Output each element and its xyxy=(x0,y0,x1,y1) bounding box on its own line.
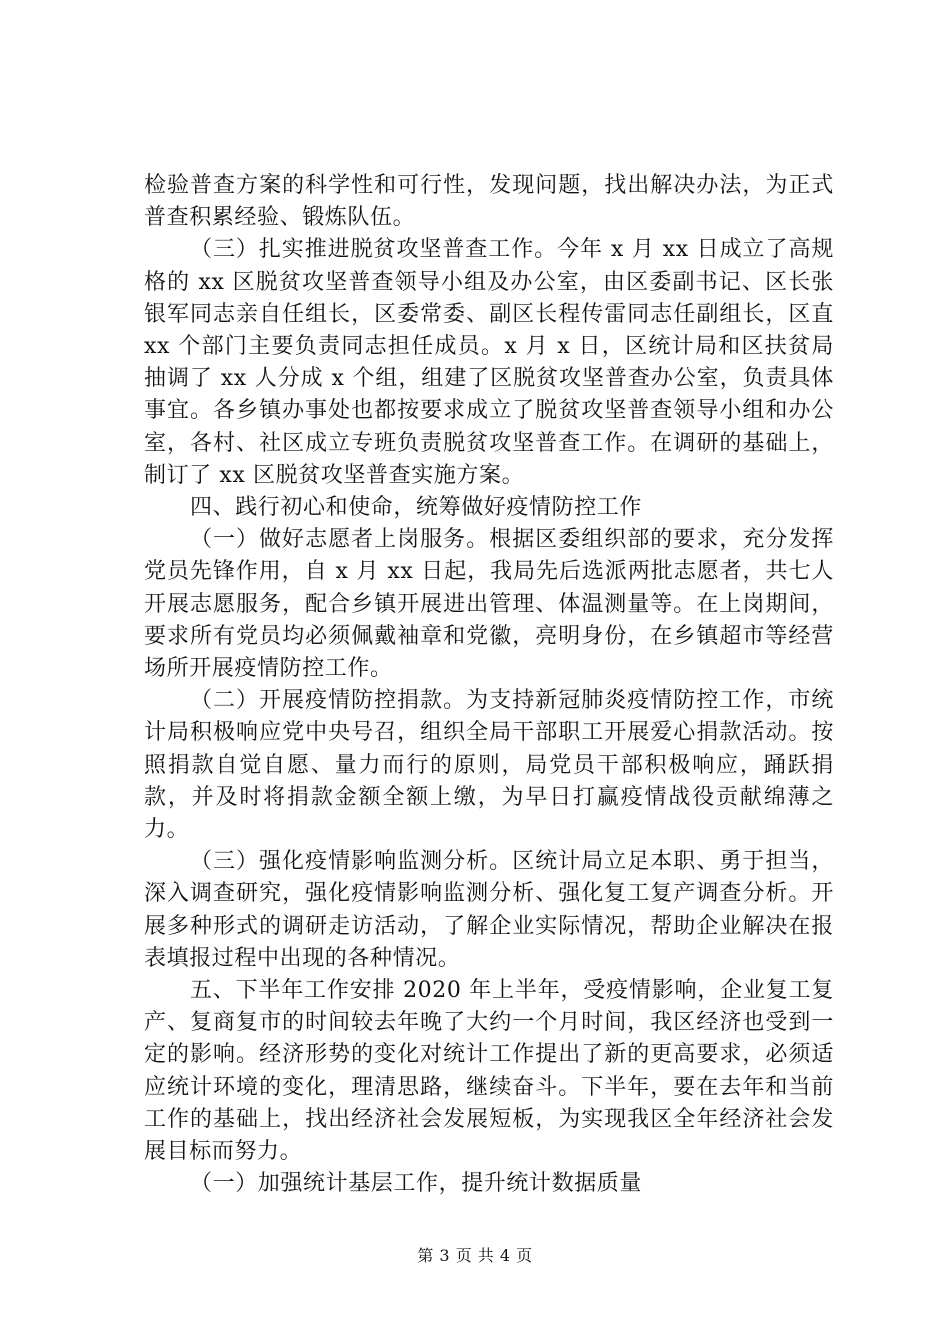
page-footer: 第 3 页 共 4 页 xyxy=(417,1246,533,1265)
paragraph-poverty-census: （三）扎实推进脱贫攻坚普查工作。今年 x 月 xx 日成立了高规格的 xx 区脱贫攻坚普查领导小组及办公室，由区委副书记、区长张银军同志亲自任组长，区委常委、副区长程传雷同志任副组长，区直 xx 个部门主要负责同志担任成员。x 月 x 日，区统计局和区扶贫局抽调了 xx 人分成 x 个组，组建了区脱贫攻坚普查办公室，负责具体事宜。各乡镇办事处也都按要求成立了脱贫攻坚普查领导小组和办公室，各村、社区成立专班负责脱贫攻坚普查工作。在调研的基础上，制订了 xx 区脱贫攻坚普查实施方案。 xyxy=(144,237,834,488)
paragraph-continued: 检验普查方案的科学性和可行性，发现问题，找出解决办法，为正式普查积累经验、锻炼队伍。 xyxy=(144,173,834,231)
paragraph-donation: （二）开展疫情防控捐款。为支持新冠肺炎疫情防控工作，市统计局积极响应党中央号召，组织全局干部职工开展爱心捐款活动。按照捐款自觉自愿、量力而行的原则，局党员干部积极响应，踊跃捐款，并及时将捐款金额全额上缴，为早日打赢疫情战役贡献绵薄之力。 xyxy=(144,688,834,843)
section-heading-epidemic: 四、践行初心和使命，统筹做好疫情防控工作 xyxy=(190,495,643,521)
paragraph-monitoring-analysis: （三）强化疫情影响监测分析。区统计局立足本职、勇于担当，深入调查研究，强化疫情影响监测分析、强化复工复产调查分析。开展多种形式的调研走访活动，了解企业实际情况，帮助企业解决在报表填报过程中出现的各种情况。 xyxy=(144,849,834,971)
subsection-heading-grassroots: （一）加强统计基层工作，提升统计数据质量 xyxy=(190,1171,643,1197)
document-body xyxy=(144,170,834,1201)
paragraph-volunteer-service: （一）做好志愿者上岗服务。根据区委组织部的要求，充分发挥党员先锋作用，自 x 月 xx 日起，我局先后选派两批志愿者，共七人开展志愿服务，配合乡镇开展进出管理、体温测量等。在上岗期间，要求所有党员均必须佩戴袖章和党徽，亮明身份，在乡镇超市等经营场所开展疫情防控工作。 xyxy=(144,527,834,682)
section-heading-second-half: 五、下半年工作安排 2020 年上半年，受疫情影响，企业复工复产、复商复市的时间较去年晚了大约一个月时间，我区经济也受到一定的影响。经济形势的变化对统计工作提出了新的更高要求，必须适应统计环境的变化，理清思路，继续奋斗。下半年，要在去年和当前工作的基础上，找出经济社会发展短板，为实现我区全年经济社会发展目标而努力。 xyxy=(144,978,834,1165)
